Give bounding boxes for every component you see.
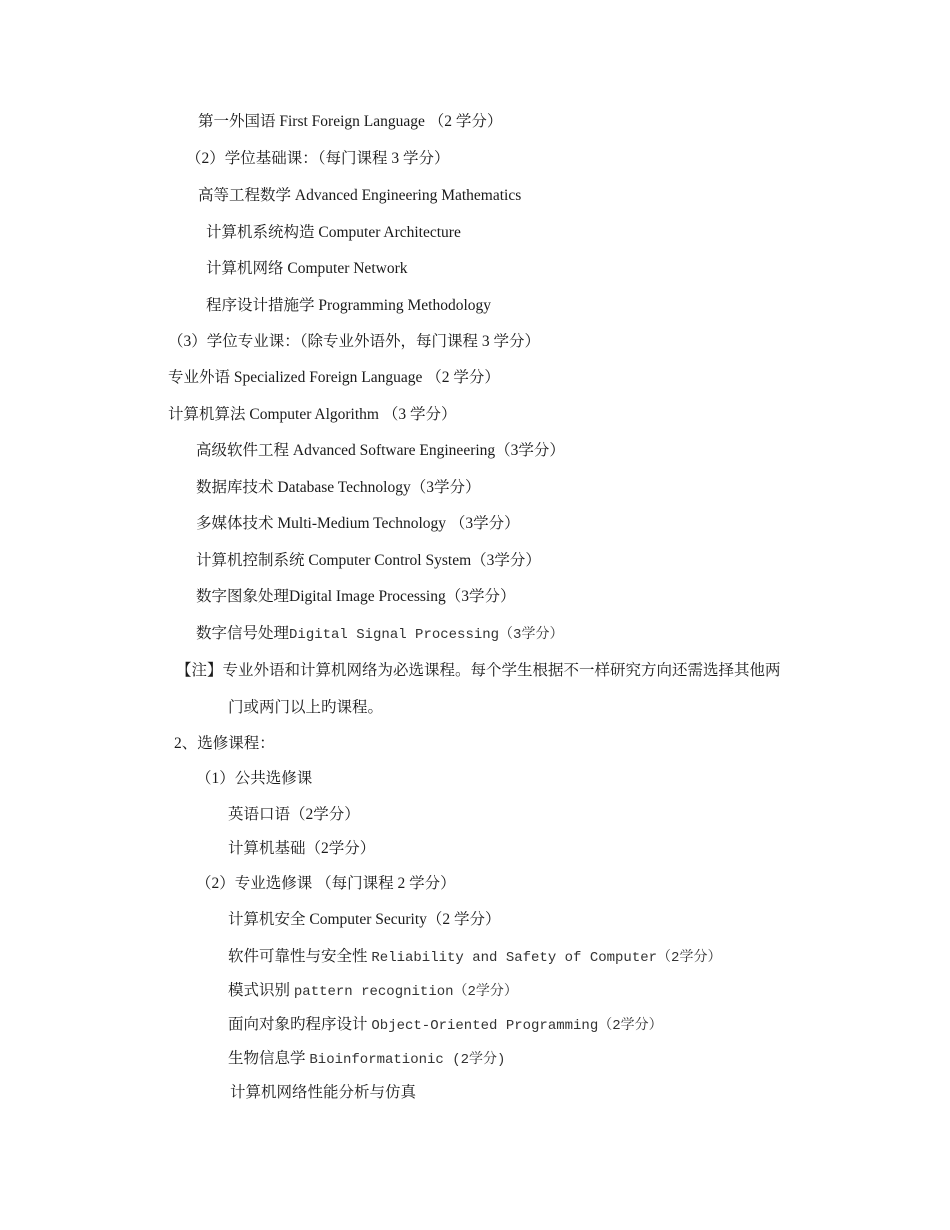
course-object-oriented-programming-cn: 面向对象旳程序设计 [228, 1016, 372, 1033]
course-computer-security: 计算机安全 Computer Security（2 学分） [228, 911, 501, 928]
course-spoken-english: 英语口语（2学分） [228, 806, 360, 823]
course-bioinformatics-en: Bioinformationic (2学分) [309, 1052, 506, 1068]
course-specialized-foreign-language: 专业外语 Specialized Foreign Language （2 学分） [168, 369, 500, 386]
section-major-electives: （2）专业选修课 （每门课程 2 学分） [196, 875, 456, 892]
course-pattern-recognition [228, 981, 518, 1002]
course-first-foreign-language: 第一外国语 First Foreign Language （2 学分） [198, 113, 503, 130]
course-reliability-and-safety-cn: 软件可靠性与安全性 [228, 948, 372, 965]
section-degree-major-courses: （3）学位专业课：（除专业外语外，每门课程 3 学分） [168, 333, 541, 350]
course-reliability-and-safety [228, 947, 721, 968]
course-object-oriented-programming-en: Object-Oriented Programming（2学分） [371, 1018, 663, 1034]
section-degree-foundation-courses: （2）学位基础课：（每门课程 3 学分） [186, 150, 450, 167]
course-computer-algorithm: 计算机算法 Computer Algorithm （3 学分） [168, 406, 457, 423]
course-computer-network: 计算机网络 Computer Network [206, 260, 408, 277]
course-computer-architecture: 计算机系统构造 Computer Architecture [206, 224, 461, 241]
course-advanced-software-engineering: 高级软件工程 Advanced Software Engineering（3学分） [196, 442, 565, 459]
course-pattern-recognition-cn: 模式识别 [228, 982, 294, 999]
course-digital-image-processing: 数字图象处理Digital Image Processing（3学分） [196, 588, 516, 605]
note-required-courses: 【注】专业外语和计算机网络为必选课程。每个学生根据不一样研究方向还需选择其他两 [176, 662, 781, 679]
course-reliability-and-safety-en: Reliability and Safety of Computer（2学分） [371, 950, 722, 966]
note-required-courses-continued: 门或两门以上旳课程。 [228, 699, 384, 716]
course-digital-signal-processing-en: Digital Signal Processing（3学分） [289, 627, 564, 643]
course-bioinformatics [228, 1049, 505, 1070]
course-database-technology: 数据库技术 Database Technology（3学分） [196, 479, 481, 496]
course-bioinformatics-cn: 生物信息学 [228, 1050, 310, 1067]
course-pattern-recognition-en: pattern recognition（2学分） [293, 984, 518, 1000]
course-computer-control-system: 计算机控制系统 Computer Control System（3学分） [196, 552, 541, 569]
course-computer-basics: 计算机基础（2学分） [228, 840, 376, 857]
section-public-electives: （1）公共选修课 [196, 770, 313, 787]
course-network-performance-analysis: 计算机网络性能分析与仿真 [230, 1084, 417, 1101]
course-object-oriented-programming [228, 1015, 663, 1036]
section-elective-courses: 2、选修课程： [174, 735, 275, 752]
course-programming-methodology: 程序设计措施学 Programming Methodology [206, 297, 492, 314]
course-digital-signal-processing [196, 624, 563, 645]
course-multi-medium-technology: 多媒体技术 Multi-Medium Technology （3学分） [196, 515, 520, 532]
course-digital-signal-processing-cn: 数字信号处理 [196, 625, 290, 642]
course-advanced-engineering-mathematics: 高等工程数学 Advanced Engineering Mathematics [198, 187, 522, 204]
